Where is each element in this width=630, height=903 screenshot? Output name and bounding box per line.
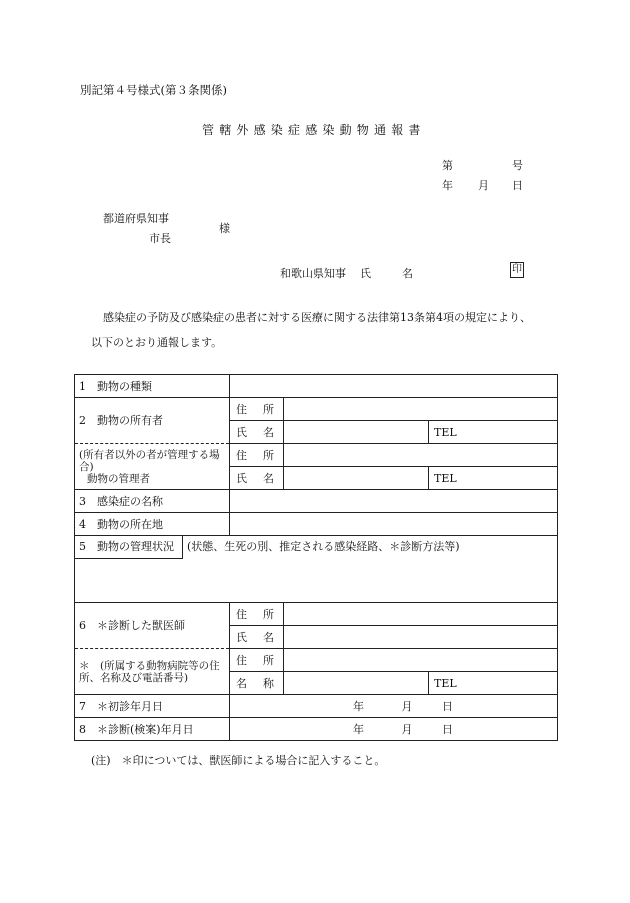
addressee-honorific: 様 xyxy=(219,222,230,235)
hospital-tel-label: TEL xyxy=(434,676,457,690)
row-animal-type-label: 1 動物の種類 xyxy=(75,375,230,398)
sender-name-label: 氏 名 xyxy=(360,267,423,280)
diagnosis-month: 月 xyxy=(401,722,413,736)
row-diagnosis-date-label: 8 ＊診断(検案)年月日 xyxy=(75,718,230,741)
document-title: 管轄外感染症感染動物通報書 xyxy=(202,123,426,137)
owner-address-label: 住所 xyxy=(230,398,284,421)
management-status-field[interactable] xyxy=(75,536,558,603)
vet-address-label: 住所 xyxy=(230,603,284,626)
owner-tel-label: TEL xyxy=(434,425,457,439)
owner-address-field[interactable] xyxy=(284,398,558,421)
owner-name-field[interactable] xyxy=(284,421,429,444)
date-day: 日 xyxy=(512,179,523,192)
diagnosis-date-field[interactable] xyxy=(230,718,558,741)
addressee-mayor: 市長 xyxy=(149,232,171,245)
body-line-1: 感染症の予防及び感染症の患者に対する医療に関する法律第13条第4項の規定により、 xyxy=(103,311,531,324)
number-go: 号 xyxy=(512,159,523,172)
manager-tel-field[interactable] xyxy=(429,467,558,490)
date-month: 月 xyxy=(478,179,489,192)
first-visit-date-field[interactable] xyxy=(230,695,558,718)
row-manager-label xyxy=(75,444,230,490)
manager-address-field[interactable] xyxy=(284,444,558,467)
row-location-label: 4 動物の所在地 xyxy=(75,513,230,536)
vet-name-field[interactable] xyxy=(284,626,558,649)
first-visit-day: 日 xyxy=(442,699,453,713)
first-visit-year: 年 xyxy=(353,699,364,713)
row-first-visit-label: 7 ＊初診年月日 xyxy=(75,695,230,718)
manager-tel-label: TEL xyxy=(434,471,457,485)
row-vet-label: 6 ＊診断した獣医師 xyxy=(75,603,230,649)
animal-type-field[interactable] xyxy=(230,375,558,398)
hospital-address-field[interactable] xyxy=(284,649,558,672)
hospital-name-field[interactable] xyxy=(284,672,429,695)
first-visit-month: 月 xyxy=(401,699,413,713)
manager-name-field[interactable] xyxy=(284,467,429,490)
hospital-tel-field[interactable] xyxy=(429,672,558,695)
location-field[interactable] xyxy=(230,513,558,536)
row-owner-label: 2 動物の所有者 xyxy=(75,398,230,444)
diagnosis-day: 日 xyxy=(442,722,453,736)
sender-org: 和歌山県知事 xyxy=(280,267,346,280)
row-management-label: 5 動物の管理状況 xyxy=(75,536,183,559)
manager-title: 動物の管理者 xyxy=(87,472,150,485)
seal-icon: 印 xyxy=(510,262,524,278)
row-hospital-label: ＊ (所属する動物病院等の住所、名称及び電話番号) xyxy=(75,649,230,695)
diagnosis-year: 年 xyxy=(353,722,364,736)
owner-tel-field[interactable] xyxy=(429,421,558,444)
vet-address-field[interactable] xyxy=(284,603,558,626)
disease-name-field[interactable] xyxy=(230,490,558,513)
manager-name-label: 氏名 xyxy=(230,467,284,490)
owner-name-label: 氏名 xyxy=(230,421,284,444)
management-note: (状態、生死の別、推定される感染経路、＊診断方法等) xyxy=(187,540,460,553)
footnote: (注) ＊印については、獣医師による場合に記入すること。 xyxy=(91,754,386,767)
hospital-name-label: 名称 xyxy=(230,672,284,695)
addressee-governor: 都道府県知事 xyxy=(103,212,169,225)
vet-name-label: 氏名 xyxy=(230,626,284,649)
manager-note: (所有者以外の者が管理する場合) xyxy=(79,448,220,473)
form-label: 別記第４号様式(第３条関係) xyxy=(80,83,227,97)
report-table xyxy=(74,374,558,741)
number-dai: 第 xyxy=(442,159,453,172)
date-year: 年 xyxy=(442,179,453,192)
manager-address-label: 住所 xyxy=(230,444,284,467)
hospital-address-label: 住所 xyxy=(230,649,284,672)
row-disease-label: 3 感染症の名称 xyxy=(75,490,230,513)
body-line-2: 以下のとおり通報します。 xyxy=(91,336,223,349)
